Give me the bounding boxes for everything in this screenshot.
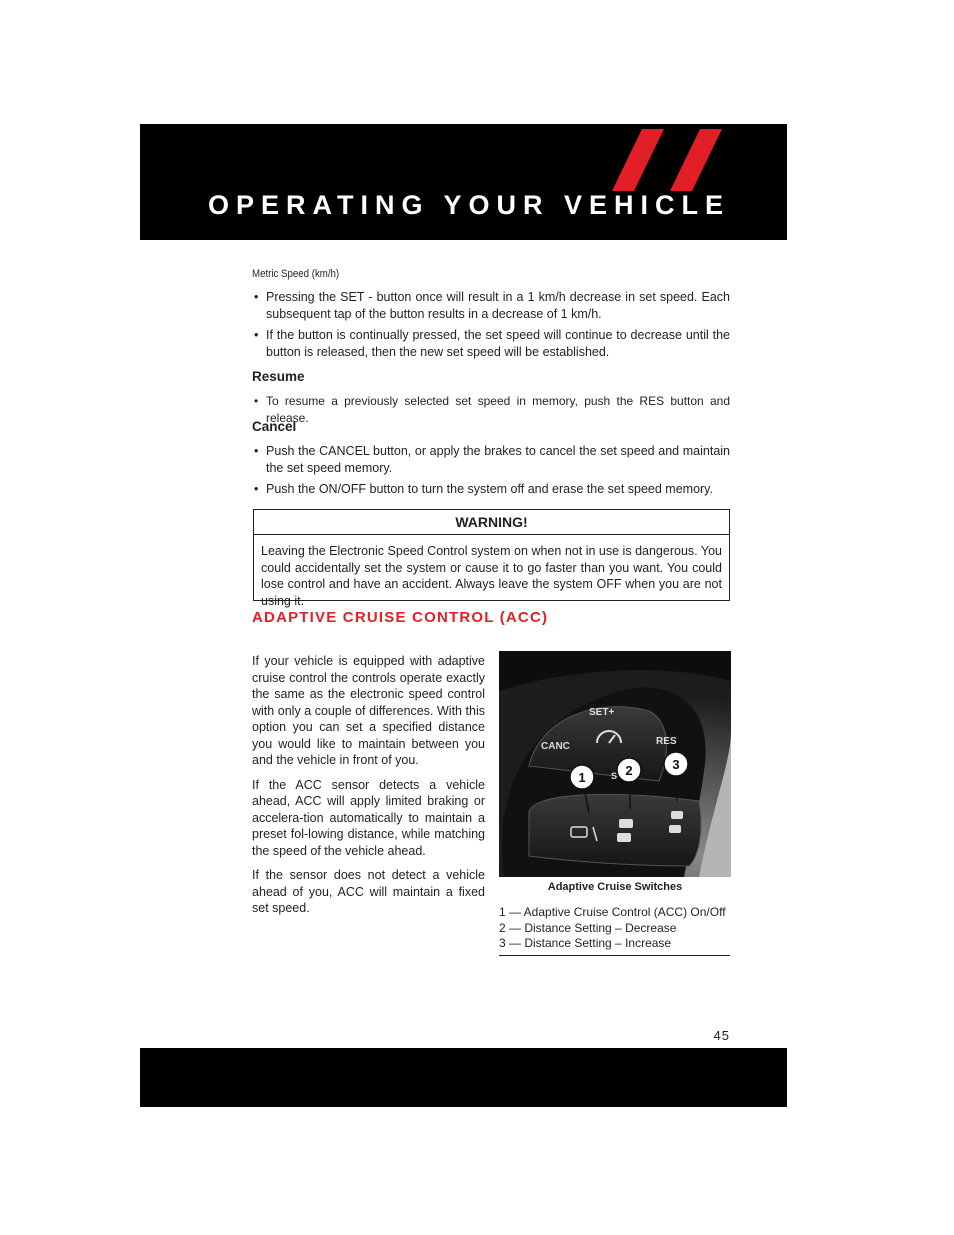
cancel-button-label: CANC xyxy=(541,741,570,752)
legend-item: 2 — Distance Setting – Decrease xyxy=(499,920,677,935)
cancel-bullet-list xyxy=(252,443,730,503)
acc-paragraph: If the ACC sensor detects a vehicle ahead, ACC will apply limited braking or accelera-tion automatically to maintain a preset fol-lowing distance, while matching the speed of the vehicle ahead. xyxy=(252,777,485,858)
cancel-heading: Cancel xyxy=(252,419,297,434)
list-item: • Push the ON/OFF button to turn the system off and erase the set speed memory. xyxy=(252,481,730,498)
resume-button-label: RES xyxy=(656,736,677,747)
footer-bar xyxy=(140,1048,787,1107)
callout-2 xyxy=(617,758,641,782)
acc-section-title: ADAPTIVE CRUISE CONTROL (ACC) xyxy=(252,609,549,626)
svg-text:3: 3 xyxy=(672,757,680,772)
acc-paragraph: If your vehicle is equipped with adaptive cruise control the controls operate exactly the same as the electronic speed control with only a couple of differences. With this option you can set a specified distance you would like to maintain between you and the vehicle in front of you. xyxy=(252,654,485,767)
set-minus-label: S xyxy=(611,771,618,781)
header-bar xyxy=(140,124,787,240)
svg-text:1: 1 xyxy=(578,770,586,785)
figure-legend xyxy=(499,905,730,956)
list-item: • To resume a previously selected set speed in memory, push the RES button and release. xyxy=(252,393,730,426)
resume-bullet-list xyxy=(252,393,730,431)
steering-wheel-photo xyxy=(499,651,731,877)
warning-box xyxy=(253,509,730,608)
page-title: OPERATING YOUR VEHICLE xyxy=(207,190,730,220)
svg-text:2: 2 xyxy=(625,763,633,778)
list-item: • Pressing the SET - button once will result in a 1 km/h decrease in set speed. Each subsequent tap of the button results in a decrease of 1 km/h. xyxy=(252,289,730,322)
metric-speed-label: Metric Speed (km/h) xyxy=(252,268,340,280)
callout-1 xyxy=(570,765,594,789)
metric-bullet-list xyxy=(252,289,730,365)
warning-body: Leaving the Electronic Speed Control system on when not in use is dangerous. You could accidentally set the system or cause it to go faster than you want. You could lose control and have an accident. Always leave the system OFF when you are not using it. xyxy=(261,544,722,608)
page-number: 45 xyxy=(713,1028,730,1043)
figure-caption: Adaptive Cruise Switches xyxy=(547,881,683,893)
warning-heading: WARNING! xyxy=(254,510,729,535)
legend-item: 3 — Distance Setting – Increase xyxy=(499,936,672,950)
resume-heading: Resume xyxy=(252,369,305,384)
legend-item: 1 — Adaptive Cruise Control (ACC) On/Off xyxy=(499,905,726,919)
brand-stripes-icon xyxy=(612,129,722,191)
list-item: • If the button is continually pressed, the set speed will continue to decrease until the button is released, then the new set speed will be established. xyxy=(252,327,730,360)
set-plus-label: SET+ xyxy=(589,707,615,718)
steering-wheel-illustration xyxy=(499,651,731,877)
list-item: • Push the CANCEL button, or apply the brakes to cancel the set speed and maintain the set speed memory. xyxy=(252,443,730,476)
acc-description xyxy=(252,653,485,925)
callout-3 xyxy=(664,752,688,776)
acc-paragraph: If the sensor does not detect a vehicle ahead of you, ACC will maintain a fixed set speed. xyxy=(252,868,485,915)
